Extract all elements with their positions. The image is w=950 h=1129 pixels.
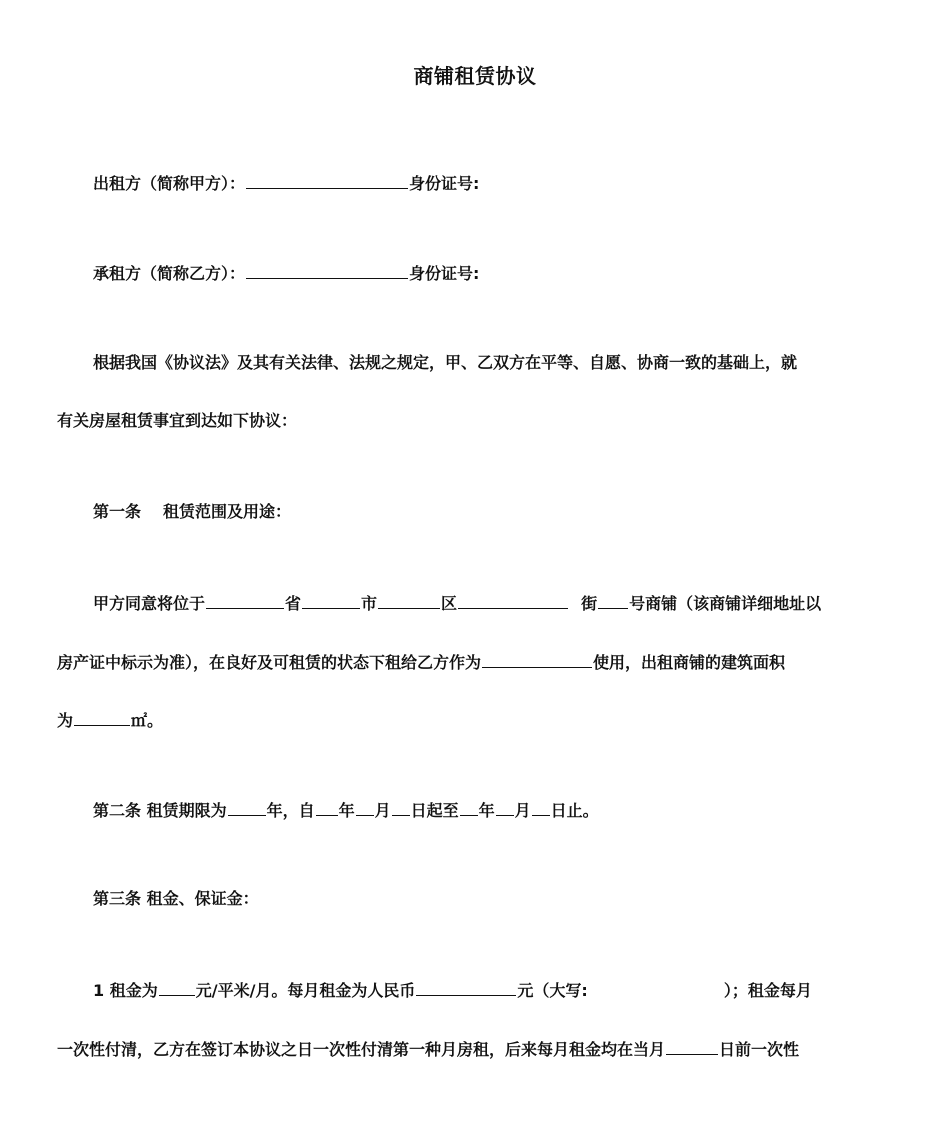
district-blank[interactable] <box>378 592 440 609</box>
start-year-label: 年 <box>338 801 355 820</box>
city-blank[interactable] <box>302 592 360 609</box>
rent-line-2 <box>57 1038 799 1061</box>
start-day-label: 日起至 <box>410 801 459 820</box>
monthly-rent-label: 元/平米/月。每月租金为人民币 <box>195 981 416 1000</box>
term-from: 年，自 <box>266 801 315 820</box>
payment-terms-end: 日前一次性 <box>719 1040 800 1059</box>
province-blank[interactable] <box>206 592 284 609</box>
lessee-id-label: 身份证号: <box>409 264 480 283</box>
shop-address-note: 号商铺（该商铺详细地址以 <box>629 594 822 613</box>
start-year-blank[interactable] <box>316 799 338 816</box>
street-blank[interactable] <box>458 592 568 609</box>
lessor-id-label: 身份证号: <box>409 174 480 193</box>
monthly-rent-blank[interactable] <box>416 979 516 996</box>
district-label: 区 <box>441 594 458 613</box>
end-year-blank[interactable] <box>460 799 478 816</box>
rent-uppercase-label: 元（大写: <box>517 981 588 1000</box>
end-month-blank[interactable] <box>496 799 514 816</box>
lessee-name-blank[interactable] <box>246 262 408 279</box>
term-years-blank[interactable] <box>228 799 266 816</box>
article-1-heading <box>93 501 291 523</box>
number-blank[interactable] <box>598 592 628 609</box>
payment-day-blank[interactable] <box>666 1038 718 1055</box>
area-blank[interactable] <box>74 709 130 726</box>
rent-line-1 <box>93 979 893 1002</box>
article-2 <box>93 799 599 822</box>
city-label: 市 <box>361 594 378 613</box>
article-1-number: 第一条 <box>93 502 142 521</box>
area-prefix: 使用，出租商铺的建筑面积 <box>593 653 786 672</box>
rent-prefix: 1 租金为 <box>93 981 158 1000</box>
area-unit: ㎡。 <box>131 711 164 730</box>
start-day-blank[interactable] <box>392 799 410 816</box>
payment-terms: 一次性付清，乙方在签订本协议之日一次性付清第一种月房租，后来每月租金均在当月 <box>57 1040 666 1059</box>
province-label: 省 <box>285 594 302 613</box>
end-day-label: 日止。 <box>550 801 599 820</box>
start-month-blank[interactable] <box>356 799 374 816</box>
location-prefix: 甲方同意将位于 <box>93 594 206 613</box>
document-title: 商铺租赁协议 <box>413 64 537 88</box>
article-1-line-1 <box>93 592 893 615</box>
end-year-label: 年 <box>478 801 495 820</box>
lessor-name-blank[interactable] <box>246 172 408 189</box>
preamble-line-2: 有关房屋租赁事宜到达如下协议： <box>57 411 298 430</box>
area-label: 为 <box>57 711 74 730</box>
article-1-title: 租赁范围及用途： <box>163 502 292 521</box>
end-month-label: 月 <box>514 801 531 820</box>
rent-monthly-note: ）；租金每月 <box>723 981 812 1000</box>
end-day-blank[interactable] <box>532 799 550 816</box>
start-month-label: 月 <box>374 801 391 820</box>
lessor-line <box>93 172 479 195</box>
usage-blank[interactable] <box>482 651 592 668</box>
rent-per-sqm-blank[interactable] <box>159 979 195 996</box>
lessee-line <box>93 262 479 285</box>
article-1-line-2 <box>57 651 785 674</box>
street-label: 街 <box>581 594 598 613</box>
article-1-line-3 <box>57 709 163 732</box>
lessee-label: 承租方（简称乙方）： <box>93 264 246 283</box>
lessor-label: 出租方（简称甲方）： <box>93 174 246 193</box>
term-prefix: 第二条 租赁期限为 <box>93 801 227 820</box>
usage-prefix: 房产证中标示为准），在良好及可租赁的状态下租给乙方作为 <box>57 653 482 672</box>
preamble-line-1: 根据我国《协议法》及其有关法律、法规之规定，甲、乙双方在平等、自愿、协商一致的基础上，就 <box>93 353 798 372</box>
article-3-heading: 第三条 租金、保证金： <box>93 889 259 908</box>
